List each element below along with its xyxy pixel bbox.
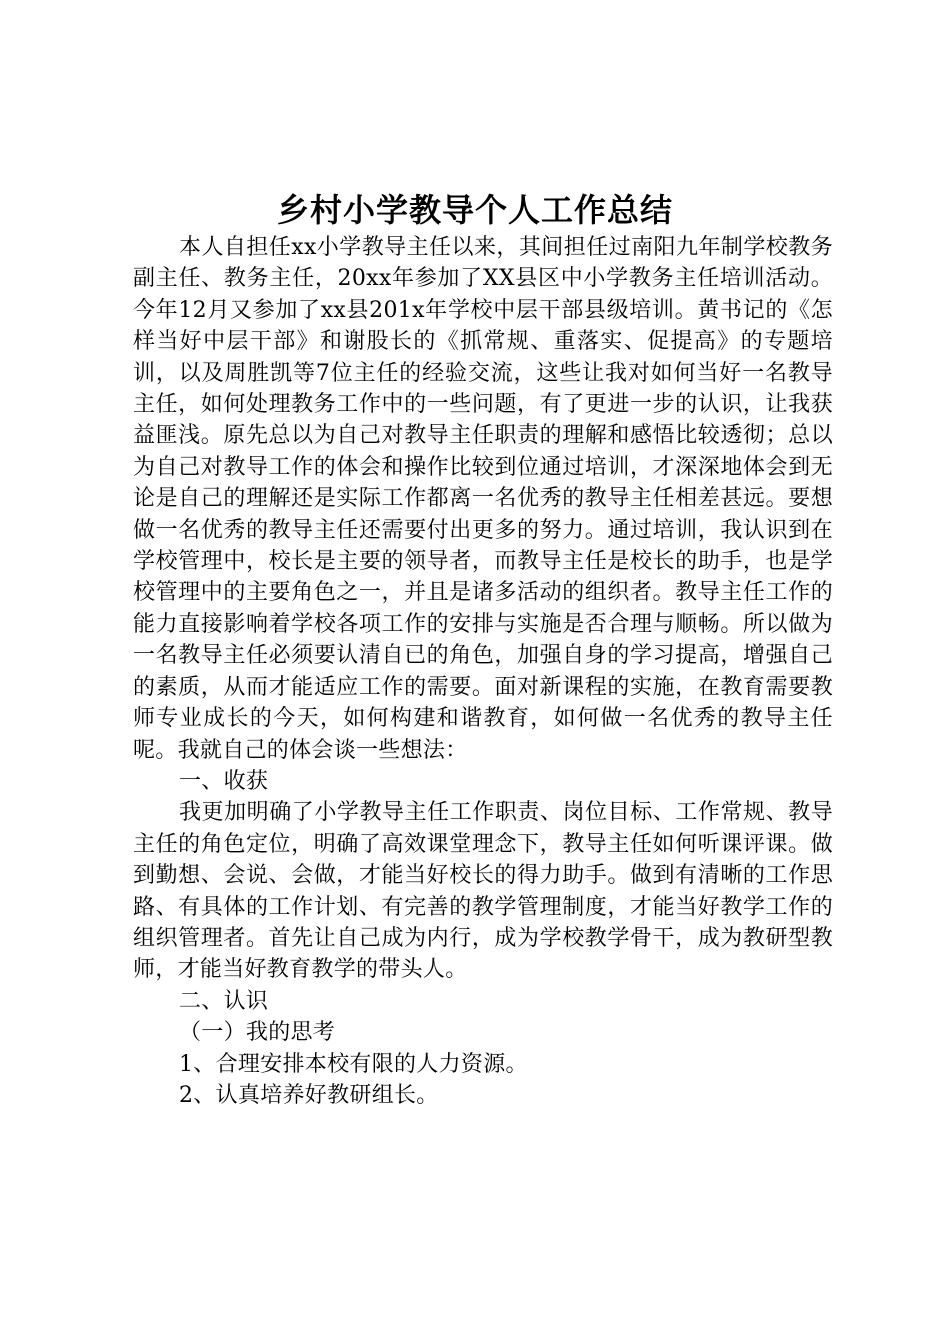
list-item-2: 2、认真培养好教研组长。: [179, 1082, 439, 1108]
intro-paragraph: 本人自担任xx小学教导主任以来，其间担任过南阳九年制学校教务副主任、教务主任，20xx年参加了XX县区中小学教务主任培训活动。今年12月又参加了xx县201x年学校中层干部县级培训。黄书记的《怎样当好中层干部》和谢股长的《抓常规、重落实、促提高》的专题培训，以及周胜凯等7位主任的经验交流，这些让我对如何当好一名教导主任，如何处理教务工作中的一些问题，有了更进一步的认识，让我获益匪浅。原先总以为自己对教导主任职责的理解和感悟比较透彻；总以为自己对教导工作的体会和操作比较到位通过培训，才深深地体会到无论是自己的理解还是实际工作都离一名优秀的教导主任相差甚远。要想做一名优秀的教导主任还需要付出更多的努力。通过培训，我认识到在学校管理中，校长是主要的领导者，而教导主任是校长的助手，也是学校管理中的主要角色之一，并且是诸多活动的组织者。教导主任工作的能力直接影响着学校各项工作的安排与实施是否合理与顺畅。所以做为一名教导主任必须要认清自已的角色，加强自身的学习提高，增强自己的素质，从而才能适应工作的需要。面对新课程的实施，在教育需要教师专业成长的今天，如何构建和谐教育，如何做一名优秀的教导主任呢。我就自己的体会谈一些想法：: [133, 235, 833, 763]
document-body: [133, 232, 833, 1111]
list-item-1: 1、合理安排本校有限的人力资源。: [179, 1051, 528, 1077]
subsection-heading-thoughts: （一）我的思考: [179, 1020, 336, 1046]
gains-paragraph: 我更加明确了小学教导主任工作职责、岗位目标、工作常规、教导主任的角色定位，明确了高效课堂理念下，教导主任如何听课评课。做到勤想、会说、会做，才能当好校长的得力助手。做到有清晰的工作思路、有具体的工作计划、有完善的教学管理制度，才能当好教学工作的组织管理者。首先让自己成为内行，成为学校教学骨干，成为教研型教师，才能当好教育教学的带头人。: [133, 800, 833, 983]
document-title: 乡村小学教导个人工作总结: [276, 191, 673, 229]
section-heading-gains: 一、收获: [179, 768, 269, 794]
section-heading-understanding: 二、认识: [179, 988, 269, 1014]
